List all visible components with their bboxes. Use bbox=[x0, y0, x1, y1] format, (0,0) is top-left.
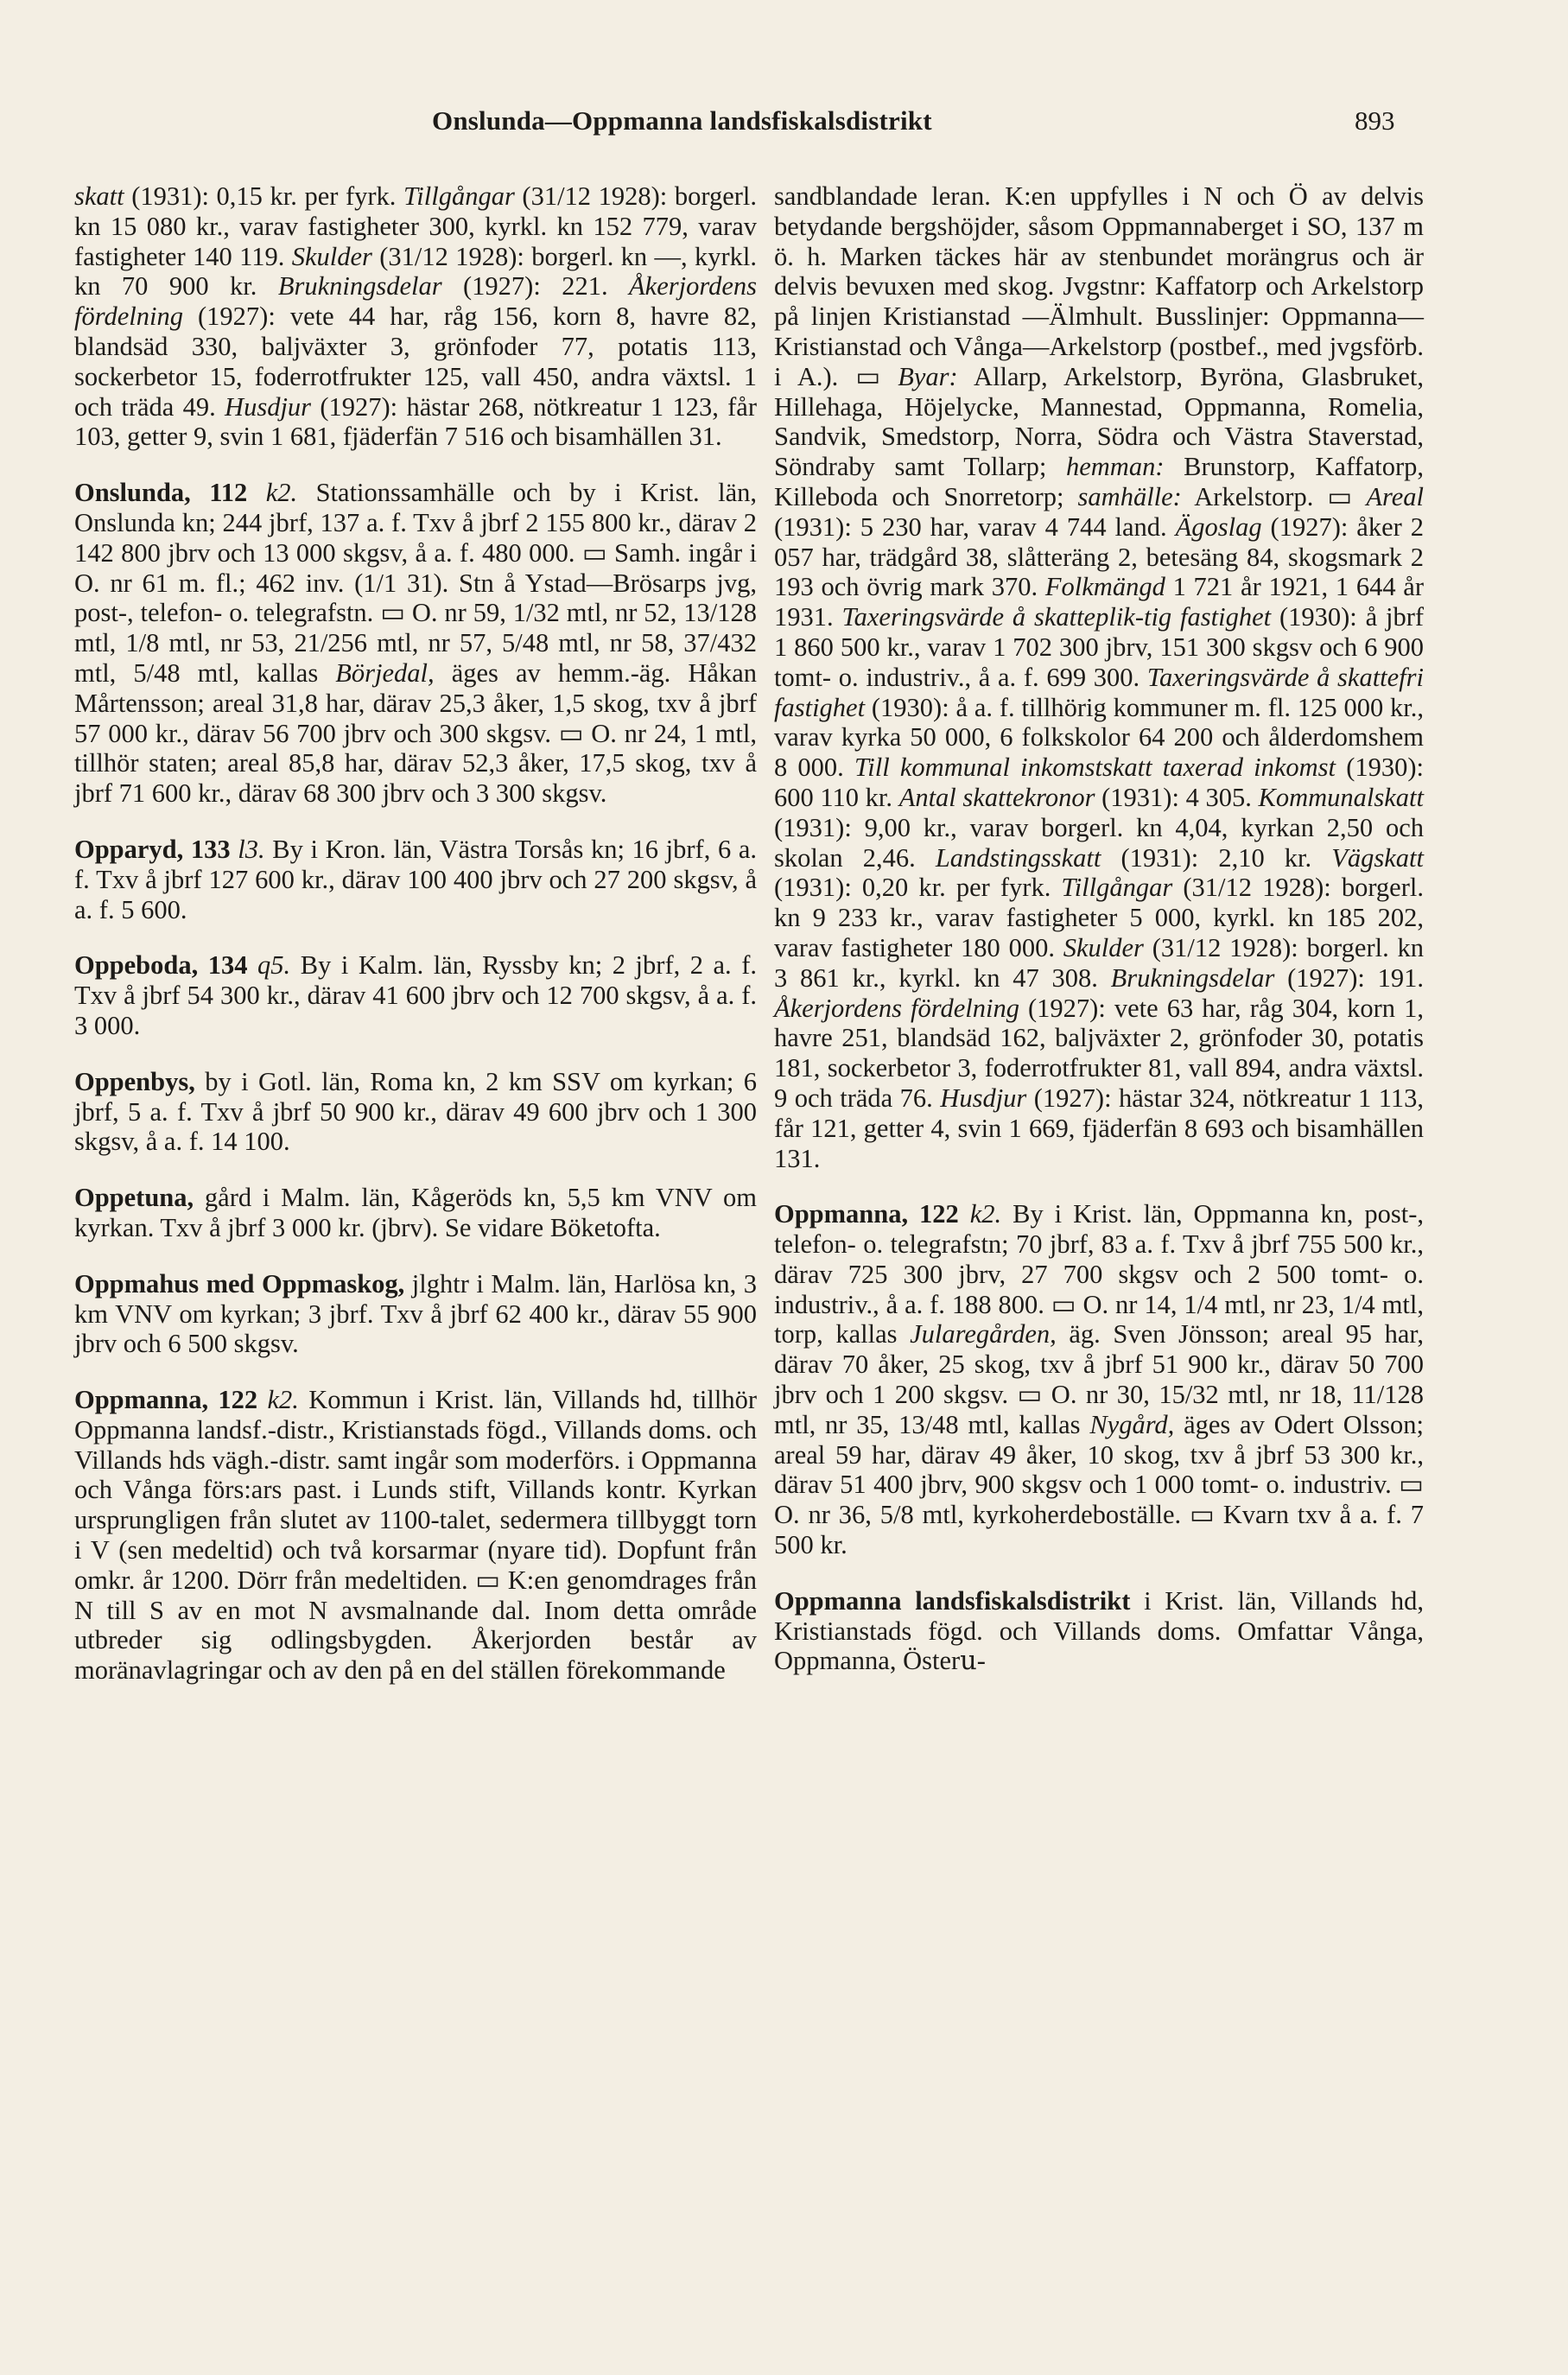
entry-oppmanna-kommun: Oppmanna, 122 k2. Kommun i Krist. län, Villands hd, tillhör Oppmanna landsf.-distr., Kristianstads fögd., Villands doms. och Villands hds vägh.-distr. samt ingår som moderförs. i Oppmanna och Vånga förs:ars past. i Lunds stift, Villands kontr. Kyrkan ursprungligen från slutet av 1100-talet, sedermera tillbyggt torn i V (sen medeltid) och två korsarmar (nyare tid). Dopfunt från omkr. år 1200. Dörr från medeltiden. ▭ K:en genomdrages från N till S av en mot N avsmalnande dal. Inom detta område utbreder sig odlingsbygden. Åkerjorden består av moränavlagringar och av den på en del ställen förekommande bbox=[74, 1385, 758, 1686]
entry-headword: Oppmanna landsfiskalsdistrikt bbox=[774, 1585, 1131, 1616]
entry-onslunda: Onslunda, 112 k2. Stationssamhälle och by i Krist. län, Onslunda kn; 244 jbrf, 137 a. f. Txv å jbrf 2 155 800 kr., därav 2 142 800 jbrv och 13 000 skgsv, å a. f. 480 000. ▭ Samh. ingår i O. nr 61 m. fl.; 462 inv. (1/1 31). Stn å Ystad—Brösarps jvg, post-, telefon- o. telegrafstn. ▭ O. nr 59, 1/32 mtl, nr 52, 13/128 mtl, 1/8 mtl, nr 53, 21/256 mtl, nr 57, 5/48 mtl, nr 58, 37/432 mtl, 5/48 mtl, kallas Börjedal, äges av hemm.-äg. Håkan Mårtensson; areal 31,8 har, därav 25,3 åker, 1,5 skog, txv å jbrf 57 000 kr., därav 56 700 jbrv och 300 skgsv. ▭ O. nr 24, 1 mtl, tillhör staten; areal 85,8 har, därav 52,3 åker, 17,5 skog, txv å jbrf 71 600 kr., därav 68 300 jbrv och 3 300 skgsv. bbox=[74, 478, 757, 809]
entry-oppenbys: Oppenbys, by i Gotl. län, Roma kn, 2 km SSV om kyrkan; 6 jbrf, 5 a. f. Txv å jbrf 50 900 kr., därav 49 600 jbrv och 1 300 skgsv, å a. f. 14 100. bbox=[74, 1066, 757, 1157]
entry-oppmanna-landsfiskalsdistrikt: Oppmanna landsfiskalsdistrikt i Krist. län, Villands hd, Kristianstads fögd. och Villands doms. Omfattar Vånga, Oppmanna, Österս- bbox=[774, 1585, 1424, 1676]
entry-headword: Oppmahus med Oppmaskog, bbox=[74, 1268, 405, 1299]
left-column bbox=[74, 181, 757, 1686]
entry-headword: Onslunda, 112 bbox=[74, 478, 248, 508]
right-column bbox=[774, 181, 1424, 1676]
entry-headword: Oppenbys, bbox=[74, 1066, 195, 1096]
entry-oppmanna-by: Oppmanna, 122 k2. By i Krist. län, Oppmanna kn, post-, telefon- o. telegrafstn; 70 jbrf, 83 a. f. Txv å jbrf 755 500 kr., därav 725 300 jbrv, 27 700 skgsv och 2 500 tomt- o. industriv., å a. f. 188 800. ▭ O. nr 14, 1/4 mtl, nr 23, 1/4 mtl, torp, kallas Jularegården, äg. Sven Jönsson; areal 95 har, därav 70 åker, 25 skog, txv å jbrf 51 900 kr., därav 50 700 jbrv och 1 200 skgsv. ▭ O. nr 30, 15/32 mtl, nr 18, 11/128 mtl, nr 35, 13/48 mtl, kallas Nygård, äges av Odert Olsson; areal 59 har, därav 49 åker, 10 skog, txv å jbrf 53 300 kr., därav 51 400 jbrv, 900 skgsv och 1 000 tomt- o. industriv. ▭ O. nr 36, 5/8 mtl, kyrkoherdeboställe. ▭ Kvarn txv å a. f. 7 500 kr. bbox=[774, 1199, 1425, 1560]
entry-oppmahus: Oppmahus med Oppmaskog, jlghtr i Malm. län, Harlösa kn, 3 km VNV om kyrkan; 3 jbrf. Txv å jbrf 62 400 kr., därav 55 900 jbrv och 6 500 skgsv. bbox=[74, 1268, 757, 1359]
entry-continuation: sandblandade leran. K:en uppfylles i N och Ö av delvis betydande bergshöjder, såsom Oppmannaberget i SO, 137 m ö. h. Marken täckes här av stenbundet morängrus och är delvis bevuxen med skog. Jvgstnr: Kaffatorp och Arkelstorp på linjen Kristianstad —Älmhult. Busslinjer: Oppmanna—Kristianstad och Vånga—Arkelstorp (postbef., med jvgsförb. i A.). ▭ Byar: Allarp, Arkelstorp, Byröna, Glasbruket, Hillehaga, Höjelycke, Mannestad, Oppmanna, Romelia, Sandvik, Smedstorp, Norra, Södra och Västra Staverstad, Söndraby samt Tollarp; hemman: Brunstorp, Kaffatorp, Killeboda och Snorretorp; samhälle: Arkelstorp. ▭ Areal (1931): 5 230 har, varav 4 744 land. Ägoslag (1927): åker 2 057 har, trädgård 38, slåtteräng 2, betesäng 84, skogsmark 2 193 och övrig mark 370. Folkmängd 1 721 år 1921, 1 644 år 1931. Taxeringsvärde å skatteplik-tig fastighet (1930): å jbrf 1 860 500 kr., varav 1 702 300 jbrv, 151 300 skgsv och 6 900 tomt- o. industriv., å a. f. 699 300. Taxeringsvärde å skattefri fastighet (1930): å a. f. tillhörig kommuner m. fl. 125 000 kr., varav kyrka 50 000, 6 folkskolor 64 200 och ålderdomshem 8 000. Till kommunal inkomstskatt taxerad inkomst (1930): 600 110 kr. Antal skattekronor (1931): 4 305. Kommunalskatt (1931): 9,00 kr., varav borgerl. kn 4,04, kyrkan 2,50 och skolan 2,46. Landstingsskatt (1931): 2,10 kr. Vägskatt (1931): 0,20 kr. per fyrk. Tillgångar (31/12 1928): borgerl. kn 9 233 kr., varav fastigheter 5 000, kyrkl. kn 185 202, varav fastigheter 180 000. Skulder (31/12 1928): borgerl. kn 3 861 kr., kyrkl. kn 47 308. Brukningsdelar (1927): 191. Åkerjordens fördelning (1927): vete 63 har, råg 304, korn 1, havre 251, blandsäd 162, baljväxter 2, grönfoder 30, potatis 181, sockerbetor 3, foderrotfrukter 81, vall 894, andra växtsl. 9 och träda 76. Husdjur (1927): hästar 324, nötkreatur 1 113, får 121, getter 4, svin 1 669, fjäderfän 8 693 och bisamhällen 131. bbox=[774, 181, 1425, 1173]
header-title: Onslunda—Oppmanna landsfiskalsdistrikt bbox=[432, 105, 932, 136]
entry-oppeboda: Oppeboda, 134 q5. By i Kalm. län, Ryssby kn; 2 jbrf, 2 a. f. Txv å jbrf 54 300 kr., därav 41 600 jbrv och 12 700 skgsv, å a. f. 3 000. bbox=[74, 950, 757, 1040]
entry-headword: Oppeboda, 134 bbox=[74, 950, 248, 981]
entry-headword: Oppmanna, 122 bbox=[74, 1385, 258, 1415]
entry-oppetuna: Oppetuna, gård i Malm. län, Kågeröds kn, 5,5 km VNV om kyrkan. Txv å jbrf 3 000 kr. (jbrv). Se vidare Böketofta. bbox=[74, 1183, 757, 1242]
running-header bbox=[0, 105, 1568, 149]
entry-headword: Opparyd, 133 bbox=[74, 834, 231, 864]
page-number: 893 bbox=[1355, 105, 1395, 136]
entry-headword: Oppetuna, bbox=[74, 1183, 194, 1213]
entry-opparyd: Opparyd, 133 l3. By i Kron. län, Västra Torsås kn; 16 jbrf, 6 a. f. Txv å jbrf 127 600 kr., därav 100 400 jbrv och 27 200 skgsv, å a. f. 5 600. bbox=[74, 834, 757, 924]
entry-continuation: skatt (1931): 0,15 kr. per fyrk. Tillgångar (31/12 1928): borgerl. kn 15 080 kr., varav fastigheter 300, kyrkl. kn 152 779, varav fastigheter 140 119. Skulder (31/12 1928): borgerl. kn —, kyrkl. kn 70 900 kr. Brukningsdelar (1927): 221. Åkerjordens fördelning (1927): vete 44 har, råg 156, korn 8, havre 82, blandsäd 330, baljväxter 3, grönfoder 77, potatis 113, sockerbetor 15, foderrotfrukter 125, vall 450, andra växtsl. 1 och träda 49. Husdjur (1927): hästar 268, nötkreatur 1 123, får 103, getter 9, svin 1 681, fjäderfän 7 516 och bisamhällen 31. bbox=[74, 181, 757, 452]
entry-headword: Oppmanna, 122 bbox=[774, 1199, 959, 1229]
